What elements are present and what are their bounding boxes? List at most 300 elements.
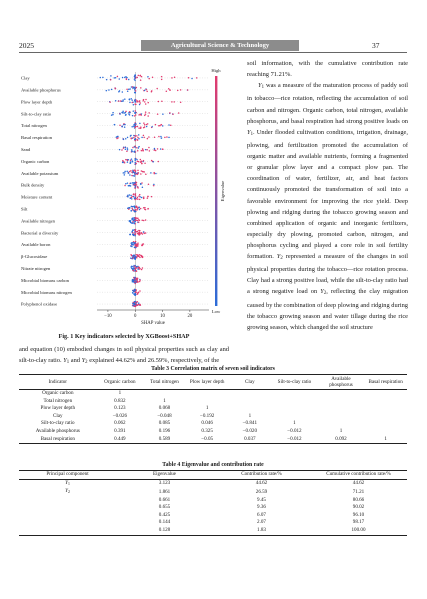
eigenvalue-table xyxy=(19,470,407,536)
table-row xyxy=(19,504,407,512)
shap-point xyxy=(106,79,108,81)
shap-point xyxy=(128,172,130,174)
correlation-table xyxy=(19,374,407,444)
shap-point xyxy=(138,302,140,304)
table-cell xyxy=(229,390,272,398)
shap-point xyxy=(135,211,137,213)
shap-point xyxy=(133,104,135,106)
y-tick-label: Available potassium xyxy=(21,170,59,176)
table-row xyxy=(19,420,407,428)
shap-point xyxy=(125,183,127,185)
shap-point xyxy=(135,163,137,165)
shap-point xyxy=(138,219,140,221)
shap-point xyxy=(139,290,141,292)
shap-point xyxy=(129,194,131,196)
shap-point xyxy=(178,112,180,114)
shap-point xyxy=(122,162,124,164)
shap-point xyxy=(111,114,113,116)
shap-point xyxy=(154,149,156,151)
table-cell: 9.36 xyxy=(257,504,266,511)
x-axis-label: SHAP value xyxy=(141,321,165,326)
shap-point xyxy=(128,208,130,210)
shap-point xyxy=(196,77,198,79)
shap-point xyxy=(122,77,124,79)
shap-point xyxy=(162,125,164,127)
shap-point xyxy=(131,175,133,177)
shap-point xyxy=(133,196,135,198)
table-row xyxy=(19,436,407,444)
shap-point xyxy=(166,90,168,92)
table-cell: 0.661 xyxy=(158,496,171,503)
shap-point xyxy=(136,159,138,161)
table-cell: 0.037 xyxy=(244,435,256,442)
shap-point xyxy=(135,245,137,247)
page-number: 37 xyxy=(372,41,380,50)
shap-point xyxy=(118,100,120,102)
shap-point xyxy=(134,207,136,209)
table-cell: 0.128 xyxy=(158,527,171,534)
shap-point xyxy=(127,147,129,149)
table-cell xyxy=(271,398,318,406)
shap-point xyxy=(134,145,136,147)
shap-point xyxy=(131,171,133,173)
shap-point xyxy=(162,113,164,115)
shap-point xyxy=(145,174,147,176)
table-cell xyxy=(186,398,229,406)
shap-point xyxy=(161,76,163,78)
shap-point xyxy=(147,115,149,117)
table3-caption: Table 3 Correlation matrix of seven soil indicators xyxy=(151,366,275,372)
shap-point xyxy=(171,101,173,103)
shap-point xyxy=(127,160,129,162)
y-tick-label: Available boron xyxy=(21,242,51,248)
table-cell xyxy=(19,519,116,527)
shap-point xyxy=(148,112,150,114)
shap-point xyxy=(143,135,145,137)
shap-point xyxy=(164,137,166,139)
table-cell xyxy=(318,420,365,428)
table-cell: 2.07 xyxy=(257,519,266,526)
shap-point xyxy=(141,269,143,271)
shap-point xyxy=(127,182,129,184)
shap-point xyxy=(142,233,144,235)
table-cell xyxy=(19,527,116,535)
shap-point xyxy=(136,257,138,259)
table-cell: −0.048 xyxy=(157,412,172,419)
shap-point xyxy=(145,149,147,151)
table-row xyxy=(19,405,407,413)
shap-point xyxy=(162,149,164,151)
shap-point xyxy=(134,151,136,153)
shap-point xyxy=(138,266,140,268)
shap-point xyxy=(128,113,130,115)
shap-point xyxy=(180,101,182,103)
shap-point xyxy=(146,149,148,151)
shap-point xyxy=(125,111,127,113)
shap-point xyxy=(144,126,146,128)
shap-point xyxy=(122,111,124,113)
shap-point xyxy=(130,159,132,161)
shap-point xyxy=(131,149,133,151)
shap-point xyxy=(136,266,138,268)
shap-point xyxy=(132,87,134,89)
shap-point xyxy=(148,183,150,185)
shap-point xyxy=(139,104,141,106)
table3-header: Clay xyxy=(245,379,255,385)
shap-point xyxy=(137,209,139,211)
shap-point xyxy=(106,90,108,92)
table-cell xyxy=(19,504,116,512)
shap-point xyxy=(131,210,133,212)
table-row xyxy=(19,512,407,520)
shap-point xyxy=(140,208,142,210)
shap-point xyxy=(139,113,141,115)
shap-point xyxy=(147,102,149,104)
table-cell: 1 xyxy=(339,427,343,434)
shap-point xyxy=(136,87,138,89)
shap-point xyxy=(126,79,128,81)
shap-point xyxy=(134,101,136,103)
shap-point xyxy=(138,146,140,148)
shap-point xyxy=(124,126,126,128)
shap-point xyxy=(123,139,125,141)
table-cell xyxy=(364,405,407,413)
shap-point xyxy=(134,197,136,199)
shap-point xyxy=(131,126,133,128)
shap-point xyxy=(109,101,111,103)
shap-point xyxy=(142,186,144,188)
shap-point xyxy=(158,125,160,127)
shap-point xyxy=(125,147,127,149)
shap-point xyxy=(134,281,136,283)
shap-point xyxy=(129,220,131,222)
shap-point xyxy=(139,199,141,201)
shap-point xyxy=(136,243,138,245)
table-cell xyxy=(318,398,365,406)
shap-point xyxy=(139,281,141,283)
table-cell: −0.012 xyxy=(287,427,302,434)
table-cell: 71.21 xyxy=(352,488,365,495)
shap-point xyxy=(134,158,136,160)
shap-point xyxy=(100,77,102,79)
table-cell: 1 xyxy=(118,390,122,396)
table4-header: Eigenvalue xyxy=(153,471,176,477)
table4-header: Principal component xyxy=(46,471,89,477)
shap-point xyxy=(144,115,146,117)
table-cell xyxy=(318,390,365,398)
shap-point xyxy=(137,100,139,102)
shap-point xyxy=(135,193,137,195)
shap-point xyxy=(133,193,135,195)
y-tick-label: Available nitrogen xyxy=(21,218,55,224)
shap-point xyxy=(129,88,131,90)
table-cell: 0.046 xyxy=(201,420,213,427)
shap-point xyxy=(169,112,171,114)
shap-point xyxy=(134,92,136,94)
shap-point xyxy=(135,283,137,285)
shap-point xyxy=(132,232,134,234)
table-cell: 9.45 xyxy=(257,496,266,503)
table-cell: 0.196 xyxy=(158,427,171,434)
y-tick-label: Bulk density xyxy=(21,182,45,188)
table-cell: 0.325 xyxy=(201,427,213,434)
y-tick-label: Total nitrogen xyxy=(21,123,47,129)
shap-point xyxy=(173,101,175,103)
shap-point xyxy=(138,147,140,149)
shap-point xyxy=(169,89,171,91)
shap-point xyxy=(134,293,136,295)
shap-point xyxy=(134,258,136,260)
table-cell xyxy=(271,405,318,413)
shap-point xyxy=(161,124,163,126)
y-tick-label: Basal respiration xyxy=(21,135,52,141)
shap-point xyxy=(168,124,170,126)
shap-point xyxy=(143,243,145,245)
shap-point xyxy=(139,257,141,259)
shap-point xyxy=(139,233,141,235)
shap-point xyxy=(141,256,143,258)
shap-point xyxy=(141,137,143,139)
y-tick-label: Microbial biomass carbon xyxy=(21,277,69,283)
table-cell: 1 xyxy=(163,397,166,404)
table-row xyxy=(19,413,407,421)
shap-point xyxy=(134,186,136,188)
shap-point xyxy=(168,137,170,139)
shap-point xyxy=(121,149,123,151)
y-tick-label: Microbial biomass nitrogen xyxy=(21,289,72,295)
shap-point xyxy=(134,229,136,231)
shap-point xyxy=(118,78,120,80)
table-cell: 0.092 xyxy=(335,435,347,442)
colorbar xyxy=(215,76,217,306)
shap-point xyxy=(145,99,147,101)
shap-point xyxy=(134,175,136,177)
table-cell: 0.123 xyxy=(114,405,126,412)
shap-point xyxy=(143,137,145,139)
shap-point xyxy=(154,173,156,175)
shap-point xyxy=(131,197,133,199)
right-paragraph-1: soil information, with the cumulative contribution rate reaching 71.21%. xyxy=(247,60,408,79)
shap-point xyxy=(132,280,134,282)
shap-point xyxy=(135,123,137,125)
shap-point xyxy=(145,103,147,105)
shap-point xyxy=(132,292,134,294)
shap-point xyxy=(134,74,136,76)
shap-point xyxy=(172,113,174,115)
shap-point xyxy=(134,277,136,279)
shap-point xyxy=(114,124,116,126)
shap-point xyxy=(137,170,139,172)
shap-point xyxy=(130,257,132,259)
table-cell: 0.391 xyxy=(114,427,126,434)
shap-point xyxy=(127,90,129,92)
header-year: 2025 xyxy=(19,41,34,50)
shap-point xyxy=(156,88,158,90)
shap-point xyxy=(136,305,138,307)
y-tick-label: Polyphenol oxidase xyxy=(21,301,58,307)
table-row xyxy=(19,497,407,505)
table-row xyxy=(19,390,407,398)
figure-caption: Fig. 1 Key indicators selected by XGBoost+SHAP xyxy=(58,333,190,340)
shap-point xyxy=(129,171,131,173)
table-cell: 26.59 xyxy=(255,488,268,495)
shap-point xyxy=(137,137,139,139)
shap-point xyxy=(133,126,135,128)
table-cell: 1 xyxy=(293,420,296,427)
shap-point xyxy=(143,171,145,173)
table-cell: 90.02 xyxy=(352,504,365,511)
shap-point xyxy=(112,114,114,116)
table-cell: −0.012 xyxy=(287,435,302,442)
shap-point xyxy=(137,126,139,128)
shap-point xyxy=(147,197,149,199)
shap-point xyxy=(135,110,137,112)
shap-point xyxy=(157,148,159,150)
shap-point xyxy=(129,111,131,113)
shap-point xyxy=(143,160,145,162)
shap-point xyxy=(131,268,133,270)
shap-point xyxy=(139,279,141,281)
shap-point xyxy=(136,301,138,303)
shap-point xyxy=(134,77,136,79)
shap-point xyxy=(144,90,146,92)
shap-point xyxy=(131,151,133,153)
shap-point xyxy=(132,217,134,219)
shap-point xyxy=(127,149,128,151)
shap-point xyxy=(139,123,141,125)
shap-point xyxy=(161,137,163,139)
table-cell: 1.83 xyxy=(257,527,266,534)
shap-point xyxy=(152,76,154,78)
shap-point xyxy=(135,279,137,281)
shap-point xyxy=(188,77,190,79)
table-cell: Silt-to-clay ratio xyxy=(41,420,75,427)
shap-point xyxy=(174,77,176,79)
table-cell: Plow layer depth xyxy=(40,405,76,412)
table-cell: 3.123 xyxy=(158,480,171,487)
shap-point xyxy=(124,185,126,187)
shap-point xyxy=(127,196,128,198)
shap-point xyxy=(141,170,143,172)
table3-header: Basal respiration xyxy=(368,379,403,385)
table-cell xyxy=(271,390,318,398)
shap-point xyxy=(137,268,139,270)
shap-point xyxy=(134,267,136,269)
shap-point xyxy=(145,232,147,234)
shap-point xyxy=(145,113,147,115)
table-cell xyxy=(364,390,407,398)
shap-point xyxy=(187,89,189,91)
table-cell xyxy=(186,390,229,398)
shap-point xyxy=(138,221,140,223)
shap-point xyxy=(125,159,127,161)
shap-point xyxy=(146,126,148,128)
shap-point xyxy=(138,207,140,209)
shap-point xyxy=(137,77,139,79)
shap-point xyxy=(137,233,139,235)
shap-point xyxy=(139,75,141,77)
shap-point xyxy=(119,149,121,151)
shap-point xyxy=(131,246,133,248)
shap-point xyxy=(137,186,139,188)
shap-point xyxy=(140,173,142,175)
shap-point xyxy=(143,231,145,233)
table-row xyxy=(19,428,407,436)
shap-point xyxy=(122,91,124,93)
table3-header: Organic carbon xyxy=(104,379,136,385)
shap-point xyxy=(144,101,146,103)
shap-point xyxy=(133,291,135,293)
shap-point xyxy=(125,138,127,140)
shap-point xyxy=(144,207,146,209)
table-cell: −0.05 xyxy=(201,435,214,442)
shap-point xyxy=(131,99,133,101)
table-cell: 6.07 xyxy=(257,511,266,518)
y-tick-label: Silt xyxy=(21,206,28,212)
x-tick-label: 0 xyxy=(134,314,137,319)
shap-point xyxy=(125,76,127,78)
shap-point xyxy=(134,140,136,142)
table-cell xyxy=(364,398,407,406)
shap-point xyxy=(134,223,136,225)
shap-point xyxy=(171,77,173,79)
colorbar-label: Eigenvalue xyxy=(220,180,225,202)
shap-point xyxy=(131,102,133,104)
table-cell xyxy=(271,413,318,421)
shap-point xyxy=(129,99,131,101)
shap-point xyxy=(136,139,138,141)
table-cell xyxy=(143,390,186,398)
shap-point xyxy=(137,198,139,200)
shap-point xyxy=(161,79,163,81)
shap-point xyxy=(132,182,134,184)
shap-point xyxy=(147,123,149,125)
shap-point xyxy=(111,89,113,91)
shap-point xyxy=(136,172,138,174)
table-row xyxy=(19,519,407,527)
table-cell: 0.655 xyxy=(158,504,171,511)
shap-point xyxy=(125,149,127,151)
table-cell: −0.020 xyxy=(242,427,257,434)
shap-point xyxy=(134,160,136,162)
shap-point xyxy=(115,77,117,79)
shap-point xyxy=(124,98,126,100)
shap-point xyxy=(145,111,147,113)
shap-point xyxy=(120,100,122,102)
table-row xyxy=(19,488,407,497)
shap-point xyxy=(134,266,136,268)
y-tick-label: Nitrate nitrogen xyxy=(21,265,51,271)
shap-point xyxy=(135,217,137,219)
shap-point xyxy=(123,172,125,174)
shap-point xyxy=(134,289,136,291)
table-cell: 0.062 xyxy=(114,420,126,427)
table-cell: Organic carbon xyxy=(42,390,74,396)
shap-point xyxy=(151,160,153,162)
shap-point xyxy=(131,244,133,246)
left-column-text xyxy=(19,344,229,368)
shap-point xyxy=(134,257,136,259)
shap-point xyxy=(132,266,134,268)
table-cell: 1 xyxy=(205,405,209,412)
shap-point xyxy=(158,136,160,138)
shap-point xyxy=(136,219,138,221)
colorbar-high-label: High xyxy=(211,68,221,73)
shap-point xyxy=(155,150,157,152)
table-cell xyxy=(318,413,365,421)
y-tick-label: Bacterial α diversity xyxy=(21,230,59,236)
shap-point xyxy=(116,136,118,138)
